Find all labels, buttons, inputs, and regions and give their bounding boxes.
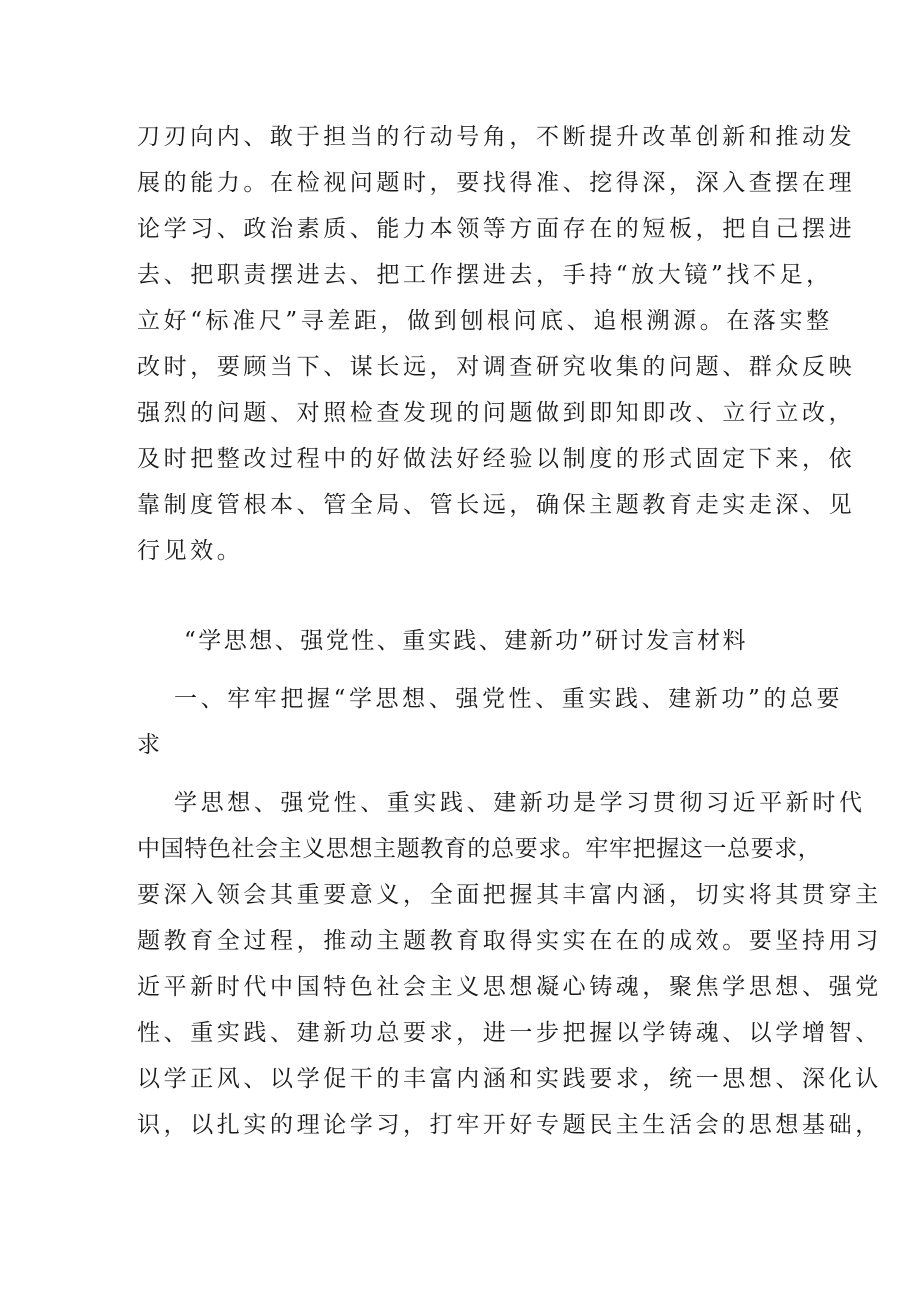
text-line: 强烈的问题、对照检查发现的问题做到即知即改、立行立改， (137, 400, 856, 426)
text-line: 以学正风、以学促干的丰富内涵和实践要求，统一思想、深化认 (137, 1066, 882, 1092)
text-line: 改时，要顾当下、谋长远，对调查研究收集的问题、群众反映 (137, 354, 856, 380)
text-line: 性、重实践、建新功总要求，进一步把握以学铸魂、以学增智、 (137, 1020, 882, 1046)
text-line: 学思想、强党性、重实践、建新功是学习贯彻习近平新时代 (174, 790, 866, 816)
heading-line: 一、牢牢把握“学思想、强党性、重实践、建新功”的总要 (174, 686, 844, 712)
text-line: 立好“标准尺”寻差距，做到刨根问底、追根溯源。在落实整 (137, 308, 833, 334)
document-title: “学思想、强党性、重实践、建新功”研讨发言材料 (184, 628, 749, 654)
text-line: 刀刃向内、敢于担当的行动号角，不断提升改革创新和推动发 (137, 124, 856, 150)
text-line: 展的能力。在检视问题时，要找得准、挖得深，深入查摆在理 (137, 170, 856, 196)
text-line: 去、把职责摆进去、把工作摆进去，手持“放大镜”找不足， (137, 262, 833, 288)
text-line: 行见效。 (137, 538, 244, 564)
heading-line: 求 (137, 732, 164, 758)
text-line: 论学习、政治素质、能力本领等方面存在的短板，把自己摆进 (137, 216, 856, 242)
text-line: 要深入领会其重要意义，全面把握其丰富内涵，切实将其贯穿主 (137, 882, 882, 908)
text-line: 题教育全过程，推动主题教育取得实实在在的成效。要坚持用习 (137, 928, 882, 954)
text-line: 及时把整改过程中的好做法好经验以制度的形式固定下来，依 (137, 446, 856, 472)
text-line: 靠制度管根本、管全局、管长远，确保主题教育走实走深、见 (137, 492, 856, 518)
text-line: 近平新时代中国特色社会主义思想凝心铸魂，聚焦学思想、强党 (137, 974, 882, 1000)
text-line: 中国特色社会主义思想主题教育的总要求。牢牢把握这一总要求， (137, 836, 822, 862)
text-line: 识，以扎实的理论学习，打牢开好专题民主生活会的思想基础， (137, 1112, 882, 1138)
